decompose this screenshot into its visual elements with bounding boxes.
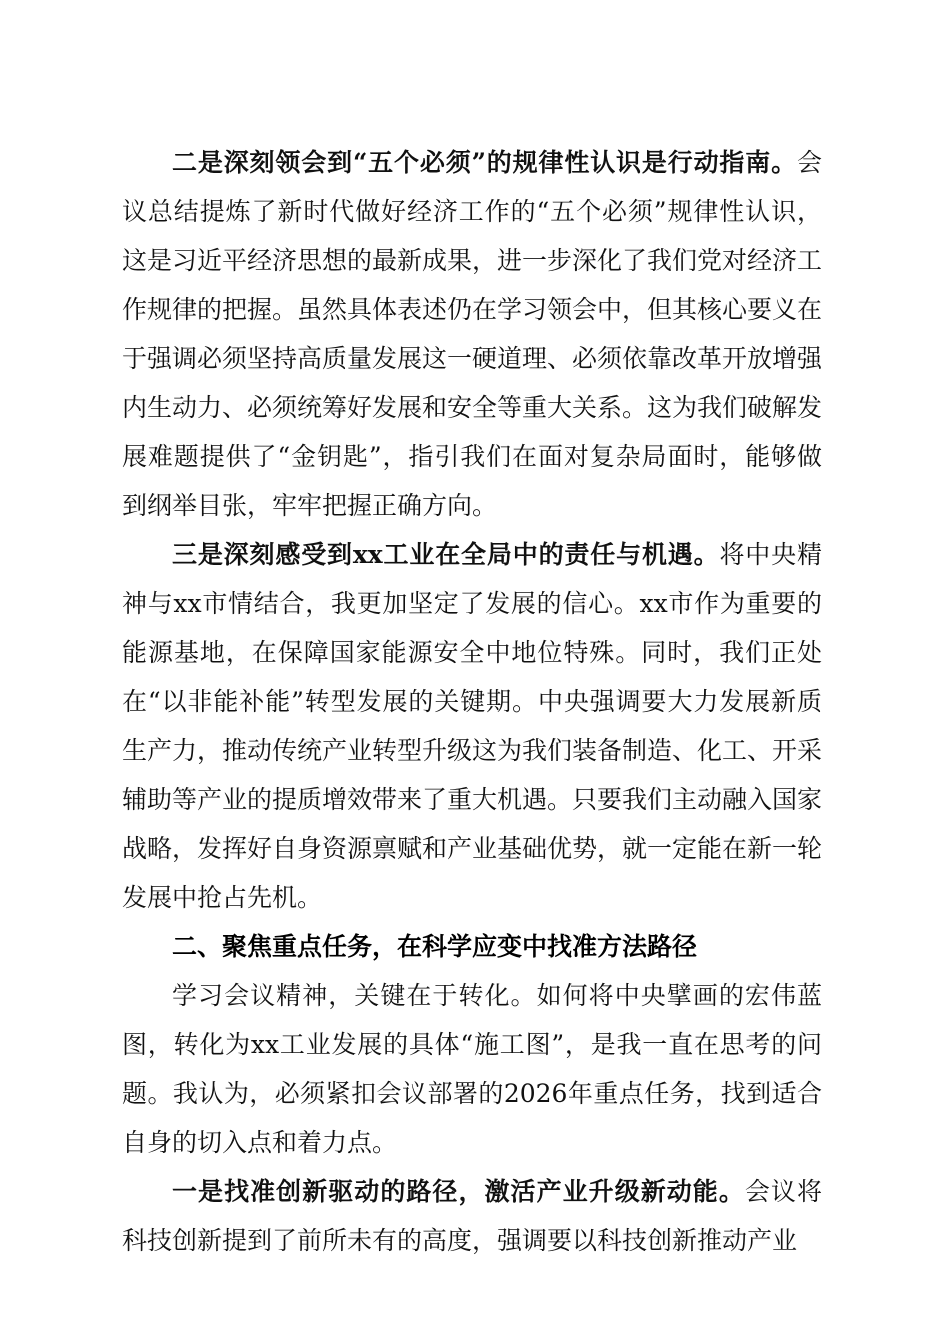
document-body	[122, 138, 822, 1265]
paragraph-text: 会议总结提炼了新时代做好经济工作的“五个必须”规律性认识，这是习近平经济思想的最新成果，进一步深化了我们党对经济工作规律的把握。虽然具体表述仍在学习领会中，但其核心要义在于强调必须坚持高质量发展这一硬道理、必须依靠改革开放增强内生动力、必须统筹好发展和安全等重大关系。这为我们破解发展难题提供了“金钥匙”，指引我们在面对复杂局面时，能够做到纲举目张，牢牢把握正确方向。	[122, 148, 823, 520]
paragraph-five-musts	[122, 138, 822, 530]
paragraph-text: 将中央精神与xx市情结合，我更加坚定了发展的信心。xx市作为重要的能源基地，在保障国家能源安全中地位特殊。同时，我们正处在“以非能补能”转型发展的关键期。中央强调要大力发展新质生产力，推动传统产业转型升级这为我们装备制造、化工、开采辅助等产业的提质增效带来了重大机遇。只要我们主动融入国家战略，发挥好自身资源禀赋和产业基础优势，就一定能在新一轮发展中抢占先机。	[122, 540, 823, 912]
section-heading: 二、聚焦重点任务，在科学应变中找准方法路径	[172, 932, 698, 961]
paragraph-innovation	[122, 1167, 822, 1265]
paragraph-lead: 三是深刻感受到xx工业在全局中的责任与机遇。	[172, 540, 720, 569]
paragraph-lead: 二是深刻领会到“五个必须”的规律性认识是行动指南。	[172, 148, 797, 177]
paragraph-responsibility-opportunity	[122, 530, 822, 922]
paragraph-text: 会议将科技创新提到了前所未有的高度，强调要以科技创新推动产业	[122, 1177, 822, 1255]
paragraph-lead: 一是找准创新驱动的路径，激活产业升级新动能。	[172, 1177, 745, 1206]
paragraph-intro: 学习会议精神，关键在于转化。如何将中央擘画的宏伟蓝图，转化为xx工业发展的具体“施工图”，是我一直在思考的问题。我认为，必须紧扣会议部署的2026年重点任务，找到适合自身的切入点和着力点。	[122, 981, 822, 1157]
